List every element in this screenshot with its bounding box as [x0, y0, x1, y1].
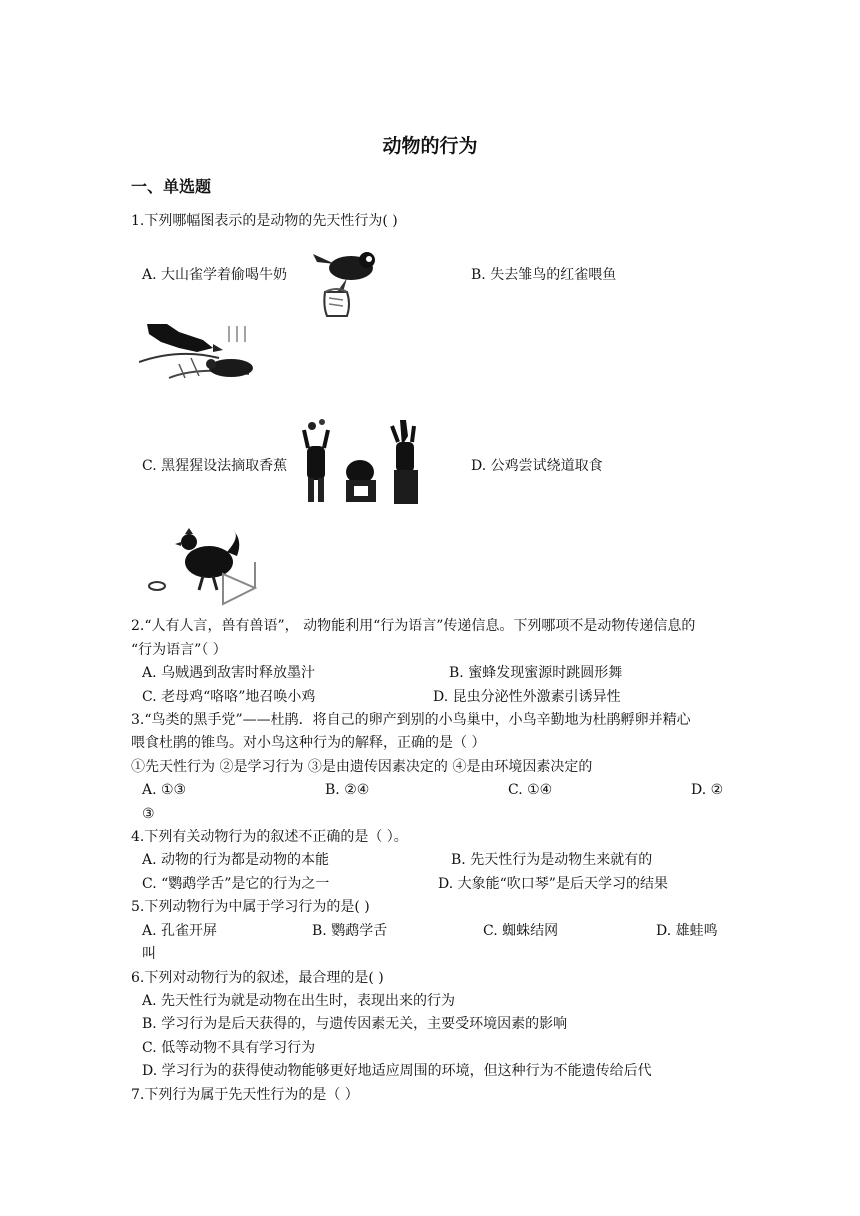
- great-tit-milk-image: [307, 246, 395, 318]
- q6-stem: 6.下列对动物行为的叙述，最合理的是( ): [131, 970, 384, 986]
- q5-stem: 5.下列动物行为中属于学习行为的是( ): [131, 899, 370, 915]
- q6-option-c[interactable]: C. 低等动物不具有学习行为: [142, 1040, 316, 1056]
- page-title: 动物的行为: [382, 135, 478, 157]
- q3-statements: ①先天性行为 ②是学习行为 ③是由遗传因素决定的 ④是由环境因素决定的: [131, 759, 593, 775]
- q4-option-b[interactable]: B. 先天性行为是动物生来就有的: [451, 852, 653, 868]
- q3-option-a[interactable]: A. ①③: [142, 782, 187, 798]
- q5-option-d-wrap: 叫: [142, 946, 156, 962]
- q2-option-b[interactable]: B. 蜜蜂发现蜜源时跳圆形舞: [449, 665, 623, 681]
- q4-option-c[interactable]: C. “鹦鹉学舌”是它的行为之一: [142, 876, 330, 892]
- q1-stem: 1.下列哪幅图表示的是动物的先天性行为( ): [131, 213, 398, 229]
- q5-option-d[interactable]: D. 雄蛙鸣: [656, 923, 718, 939]
- q5-option-a[interactable]: A. 孔雀开屏: [142, 923, 218, 939]
- q1-option-d[interactable]: D. 公鸡尝试绕道取食: [471, 458, 603, 474]
- q6-option-a[interactable]: A. 先天性行为就是动物在出生时，表现出来的行为: [142, 993, 456, 1009]
- q2-option-c[interactable]: C. 老母鸡“咯咯”地召唤小鸡: [142, 689, 316, 705]
- q3-stem-line1: 3.“鸟类的黑手党”——杜鹃．将自己的卵产到别的小鸟巢中，小鸟辛勤地为杜鹃孵卵并精心: [131, 712, 691, 728]
- q1-option-b[interactable]: B. 失去雏鸟的红雀喂鱼: [471, 267, 617, 283]
- q2-option-d[interactable]: D. 昆虫分泌性外激素引诱异性: [433, 689, 621, 705]
- cardinal-feeding-fish-image: [139, 318, 271, 382]
- q6-option-d[interactable]: D. 学习行为的获得使动物能够更好地适应周围的环境，但这种行为不能遗传给后代: [142, 1063, 652, 1079]
- q1-option-a[interactable]: A. 大山雀学着偷喝牛奶: [142, 267, 288, 283]
- q5-option-b[interactable]: B. 鹦鹉学舌: [312, 923, 388, 939]
- q3-option-d-wrap: ③: [142, 806, 155, 822]
- q4-option-a[interactable]: A. 动物的行为都是动物的本能: [142, 852, 330, 868]
- q3-option-b[interactable]: B. ②④: [325, 782, 370, 798]
- chimpanzee-banana-image: [298, 416, 432, 508]
- q4-option-d[interactable]: D. 大象能“吹口琴”是后天学习的结果: [438, 876, 668, 892]
- q1-option-c[interactable]: C. 黑猩猩设法摘取香蕉: [142, 458, 288, 474]
- q2-stem-line2: “行为语言”（ ）: [131, 642, 227, 658]
- q3-option-d[interactable]: D. ②: [691, 782, 724, 798]
- q2-option-a[interactable]: A. 乌贼遇到敌害时释放墨汁: [142, 665, 316, 681]
- q2-stem-line1: 2.“人有人言，兽有兽语”， 动物能利用“行为语言”传递信息。下列哪项不是动物传递信息的: [131, 618, 696, 634]
- q3-stem-line2: 喂食杜鹃的锥鸟。对小鸟这种行为的解释，正确的是（ ）: [131, 735, 486, 751]
- q3-option-c[interactable]: C. ①④: [508, 782, 553, 798]
- q4-stem: 4.下列有关动物行为的叙述不正确的是（ ）。: [131, 829, 408, 845]
- q7-stem: 7.下列行为属于先天性行为的是（ ）: [131, 1087, 359, 1103]
- section-heading: 一、单选题: [131, 177, 212, 196]
- q5-option-c[interactable]: C. 蜘蛛结网: [483, 923, 559, 939]
- rooster-detour-image: [145, 524, 261, 606]
- q6-option-b[interactable]: B. 学习行为是后天获得的，与遗传因素无关，主要受环境因素的影响: [142, 1016, 568, 1032]
